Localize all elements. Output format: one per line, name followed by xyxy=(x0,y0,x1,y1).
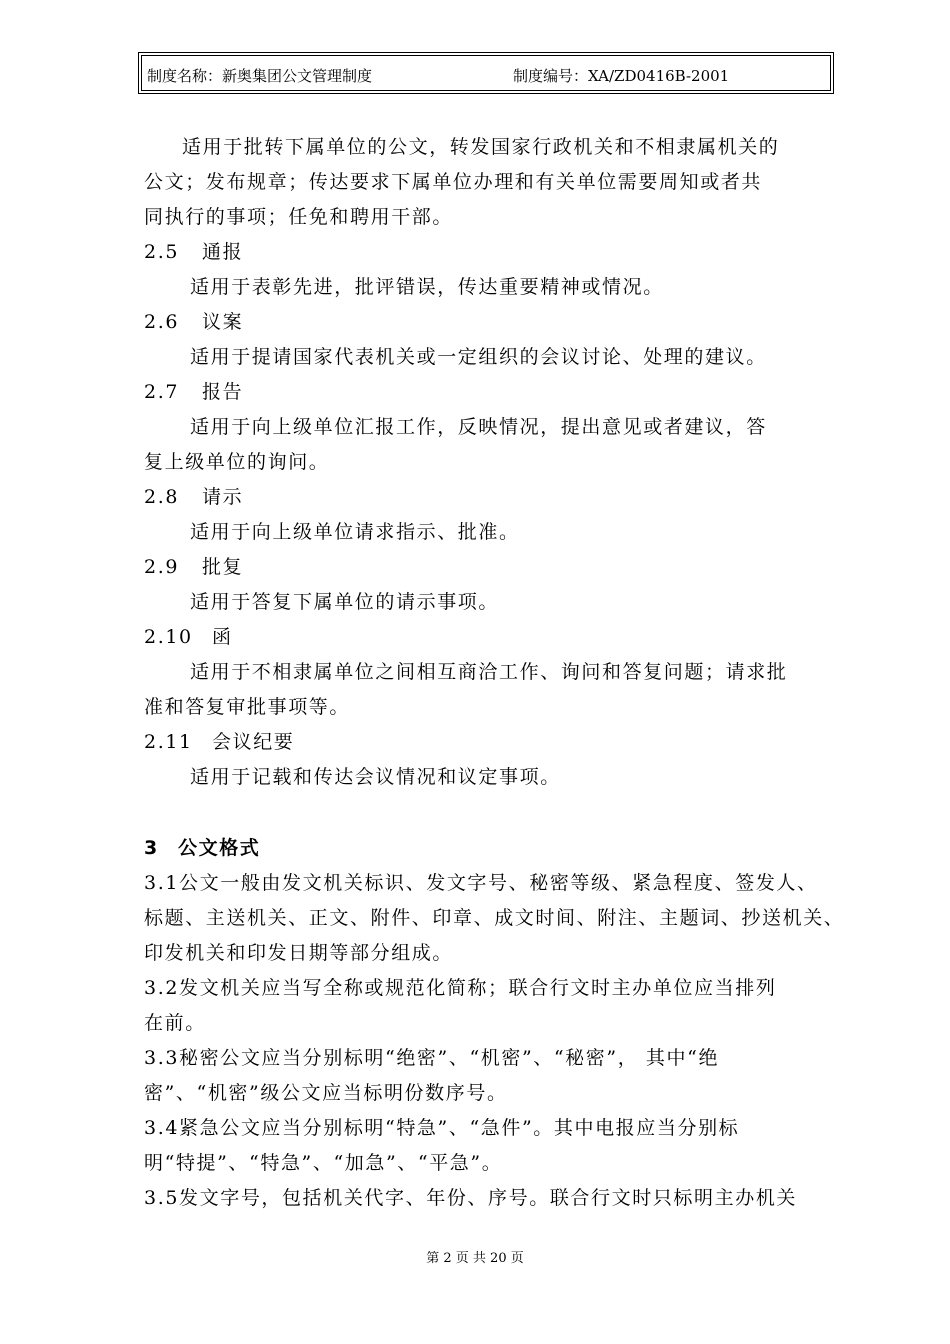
section-text: 适用于向上级单位请求指示、批准。 xyxy=(190,521,520,543)
section-heading-2-9 xyxy=(144,550,834,585)
intro-line: 同执行的事项；任免和聘用干部。 xyxy=(144,206,454,228)
section-heading-2-10 xyxy=(144,620,834,655)
section-title: 函 xyxy=(212,626,233,648)
section-text: 适用于向上级单位汇报工作，反映情况，提出意见或者建议，答 xyxy=(190,416,767,438)
clause-3-3: 3.3秘密公文应当分别标明“绝密”、“机密”、“秘密”， 其中“绝 xyxy=(144,1047,720,1069)
section-text: 复上级单位的询问。 xyxy=(144,451,330,473)
section-text: 适用于记载和传达会议情况和议定事项。 xyxy=(190,766,561,788)
clause-3-4: 3.4紧急公文应当分别标明“特急”、“急件”。其中电报应当分别标 xyxy=(144,1117,740,1139)
document-body xyxy=(144,130,845,1216)
clause-3-3: 密”、“机密”级公文应当标明份数序号。 xyxy=(144,1082,508,1104)
section-number: 2.10 xyxy=(144,626,193,648)
section-heading-2-5 xyxy=(144,235,834,270)
section-text: 适用于表彰先进，批评错误，传达重要精神或情况。 xyxy=(190,276,664,298)
clause-3-1: 印发机关和印发日期等部分组成。 xyxy=(144,942,454,964)
section-title: 公文格式 xyxy=(178,837,261,859)
section-heading-2-7 xyxy=(144,375,834,410)
intro-line: 适用于批转下属单位的公文，转发国家行政机关和不相隶属机关的 xyxy=(182,136,780,158)
section-number: 3 xyxy=(144,837,159,859)
clause-3-1: 3.1公文一般由发文机关标识、发文字号、秘密等级、紧急程度、签发人、 xyxy=(144,872,818,894)
section-number: 2.7 xyxy=(144,381,180,403)
clause-3-2: 3.2发文机关应当写全称或规范化简称；联合行文时主办单位应当排列 xyxy=(144,977,777,999)
section-heading-2-8 xyxy=(144,480,834,515)
section-heading-3 xyxy=(144,831,834,866)
section-title: 批复 xyxy=(202,556,244,578)
section-number: 2.5 xyxy=(144,241,180,263)
section-number: 2.9 xyxy=(144,556,180,578)
clause-3-5: 3.5发文字号，包括机关代字、年份、序号。联合行文时只标明主办机关 xyxy=(144,1187,798,1209)
doc-name: 制度名称：新奥集团公文管理制度 xyxy=(147,67,373,85)
section-title: 会议纪要 xyxy=(212,731,295,753)
section-title: 请示 xyxy=(202,486,244,508)
section-title: 通报 xyxy=(202,241,244,263)
section-number: 2.6 xyxy=(144,311,180,333)
section-title: 报告 xyxy=(202,381,244,403)
clause-3-2: 在前。 xyxy=(144,1012,206,1034)
doc-code: 制度编号：XA/ZD0416B-2001 xyxy=(513,67,730,85)
section-text: 适用于答复下属单位的请示事项。 xyxy=(190,591,500,613)
section-title: 议案 xyxy=(202,311,244,333)
section-heading-2-6 xyxy=(144,305,834,340)
intro-line: 公文；发布规章；传达要求下属单位办理和有关单位需要周知或者共 xyxy=(144,171,763,193)
clause-3-4: 明“特提”、“特急”、“加急”、“平急”。 xyxy=(144,1152,503,1174)
section-spacer xyxy=(144,795,834,831)
clause-3-1: 标题、主送机关、正文、附件、印章、成文时间、附注、主题词、抄送机关、 xyxy=(144,907,845,929)
section-number: 2.11 xyxy=(144,731,193,753)
section-text: 准和答复审批事项等。 xyxy=(144,696,351,718)
page-number: 第 2 页 共 20 页 xyxy=(426,1251,524,1266)
section-text: 适用于不相隶属单位之间相互商洽工作、询问和答复问题；请求批 xyxy=(190,661,788,683)
section-text: 适用于提请国家代表机关或一定组织的会议讨论、处理的建议。 xyxy=(190,346,767,368)
section-heading-2-11 xyxy=(144,725,834,760)
document-header xyxy=(138,52,834,94)
section-number: 2.8 xyxy=(144,486,180,508)
